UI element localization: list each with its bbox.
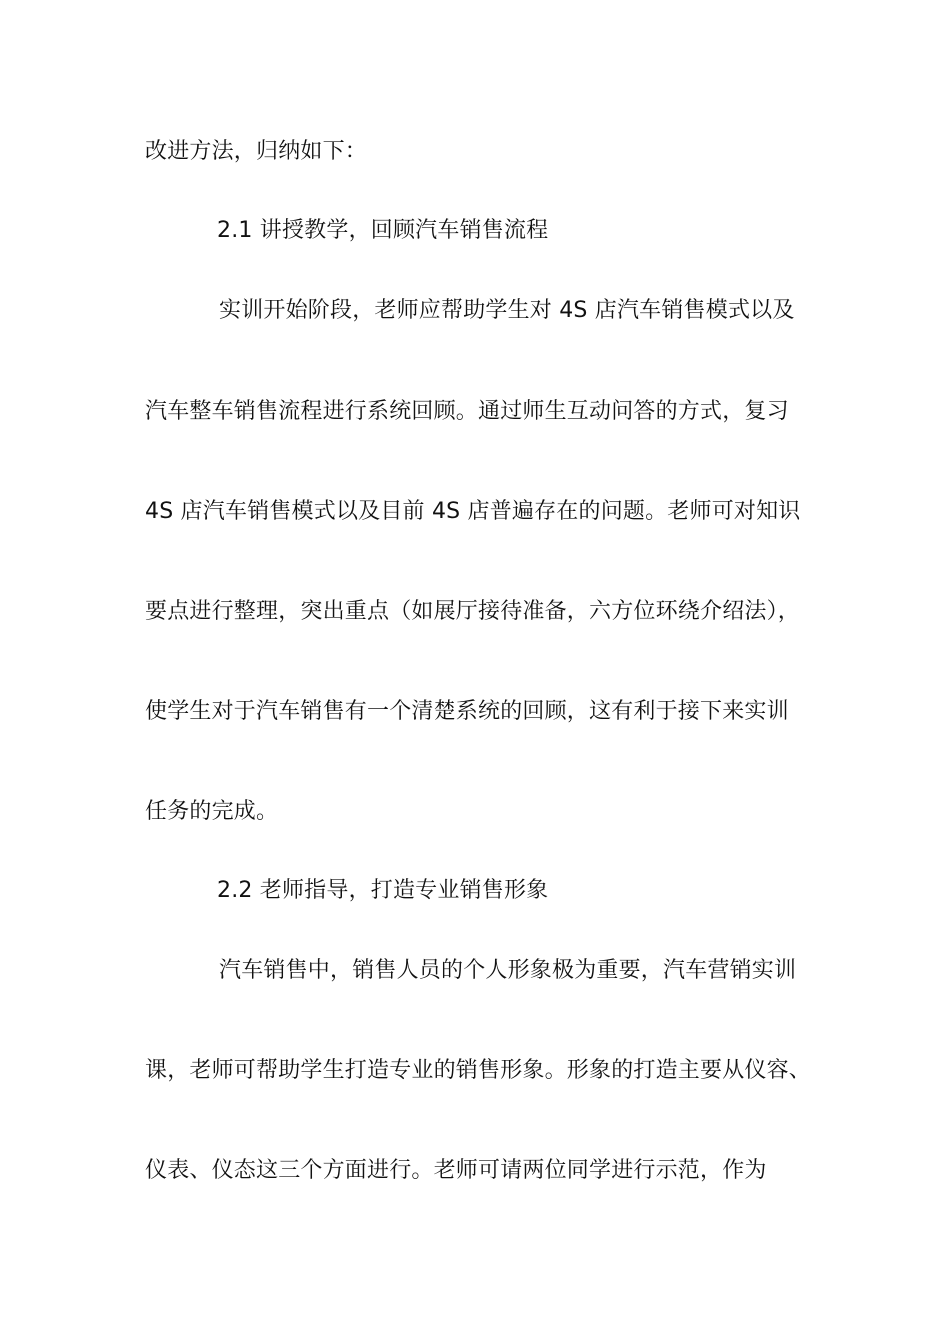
section-heading-2-2: 2.2 老师指导，打造专业销售形象: [217, 878, 549, 903]
paragraph-1-line-4: 要点进行整理，突出重点（如展厅接待准备，六方位环绕介绍法），: [145, 599, 801, 624]
paragraph-1-line-6: 任务的完成。: [145, 799, 279, 824]
paragraph-1-line-1: 实训开始阶段，老师应帮助学生对 4S 店汽车销售模式以及: [219, 298, 795, 323]
paragraph-2-line-3: 仪表、仪态这三个方面进行。老师可请两位同学进行示范，作为: [145, 1158, 767, 1183]
paragraph-1-line-3: 4S 店汽车销售模式以及目前 4S 店普遍存在的问题。老师可对知识: [145, 499, 801, 524]
paragraph-1-line-2: 汽车整车销售流程进行系统回顾。通过师生互动问答的方式，复习: [145, 399, 789, 424]
paragraph-2-line-1: 汽车销售中，销售人员的个人形象极为重要，汽车营销实训: [219, 958, 797, 983]
paragraph-2-line-2: 课，老师可帮助学生打造专业的销售形象。形象的打造主要从仪容、: [145, 1058, 812, 1083]
section-heading-2-1: 2.1 讲授教学，回顾汽车销售流程: [217, 218, 549, 243]
paragraph-1-line-5: 使学生对于汽车销售有一个清楚系统的回顾，这有利于接下来实训: [145, 699, 789, 724]
text-line-intro: 改进方法，归纳如下：: [145, 139, 368, 164]
